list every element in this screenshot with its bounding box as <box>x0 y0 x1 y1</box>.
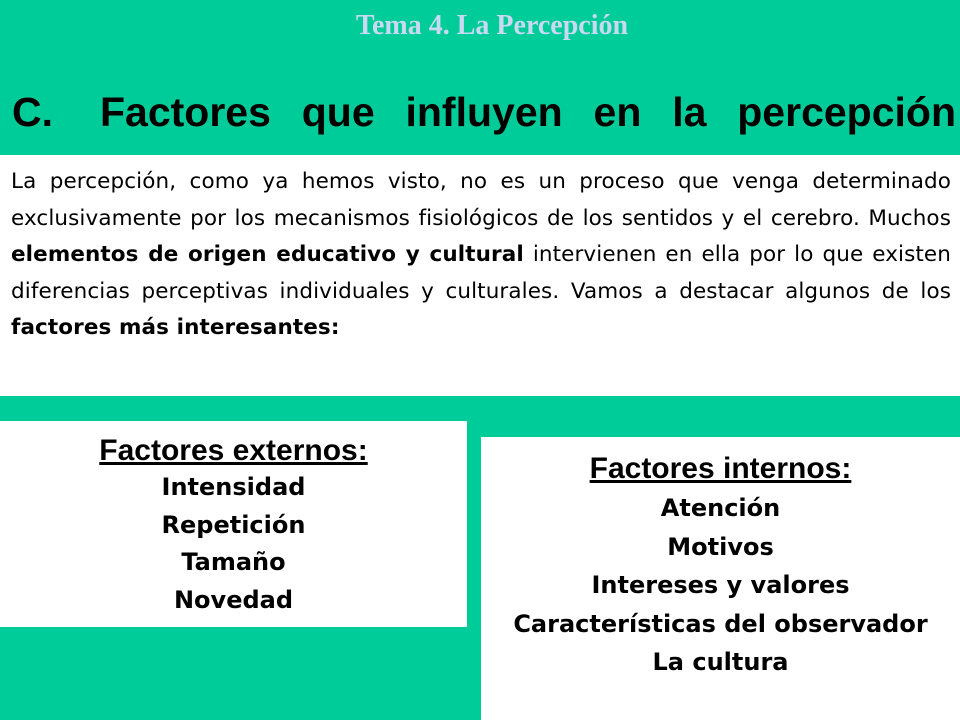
external-factors-box <box>0 421 467 627</box>
list-item: Motivos <box>667 532 774 561</box>
list-item: Repetición <box>161 510 306 539</box>
list-item: La cultura <box>652 648 789 676</box>
section-title: Factores que influyen en la percepción <box>100 89 956 135</box>
section-heading <box>12 86 957 156</box>
list-item: Intensidad <box>161 473 306 501</box>
intro-paragraph <box>11 164 951 347</box>
intro-text-1: La percepción, como ya hemos visto, no es un proceso que venga determinado exclusivamente por los mecanismos fisiológicos de los sentidos y el cerebro. Muchos <box>11 169 951 231</box>
intro-text-3: : <box>330 315 340 341</box>
list-item: Atención <box>660 494 781 522</box>
intro-bold-1: elementos de origen educativo y cultural <box>11 242 524 268</box>
list-item: Tamaño <box>181 548 286 576</box>
section-letter: C. <box>12 89 53 135</box>
internal-factors-list <box>481 489 960 682</box>
intro-bold-2: factores más interesantes <box>11 315 331 341</box>
internal-factors-box <box>481 437 960 720</box>
internal-factors-title: Factores internos: <box>589 452 852 485</box>
external-factors-title: Factores externos: <box>99 434 368 467</box>
topic-title: Tema 4. La Percepción <box>355 10 629 41</box>
list-item: Intereses y valores <box>591 571 850 599</box>
intro-box <box>0 155 960 396</box>
external-factors-list <box>0 469 467 619</box>
intro-text-2: intervienen en ella por lo que existen diferencias perceptivas individuales y culturales. Vamos a destacar algunos de los <box>11 242 951 304</box>
list-item: Características del observador <box>513 609 928 638</box>
list-item: Novedad <box>173 585 294 614</box>
